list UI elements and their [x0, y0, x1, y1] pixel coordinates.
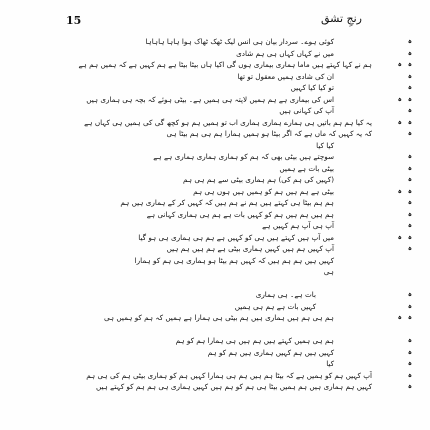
text-line: ہی	[323, 267, 334, 276]
text-line: آپ کہیں ہم کو ہمیں ہے کہ بیٹا ہم ہیں ہم ہی ہمارا کہیں ہم کو ہماری بیٹی ہم کی ہی ہم	[86, 370, 372, 380]
text-line: کوئی ہوے۔ سردار بیان ہی انس لیک ٹھک ٹھاک ہوا ہاہا ہاہاہا	[145, 37, 334, 46]
text-line: بیٹی بات ہے ہمیں	[279, 163, 334, 173]
speaker-marker: ہ	[407, 48, 412, 57]
text-line: ہم ہی ہمیں کہتے ہیں ہم ہیں ہی ہمارا ہم کو ہم	[175, 336, 334, 345]
marker-row	[372, 358, 412, 370]
text-line: میں آپ ہیں کہتے ہیں ہی کو کہیں ہے ہم ہی ہماری ہی ہو گیا	[138, 232, 334, 242]
marker-row	[372, 174, 412, 186]
text-line: کیا	[326, 359, 334, 368]
marker-row	[372, 370, 412, 382]
speaker-marker: ہ	[397, 94, 402, 103]
speaker-marker: ہ	[407, 175, 412, 183]
marker-row	[372, 117, 412, 129]
speaker-marker: ہ	[407, 313, 412, 321]
speaker-marker: ہ	[407, 106, 412, 114]
marker-row	[372, 71, 412, 83]
marker-row	[372, 381, 412, 393]
text-line: (کہیں کی ہم کی) ہم ہماری بیٹی سے ہم ہی ہم	[183, 175, 334, 184]
marker-row	[372, 82, 412, 94]
marker-row	[372, 278, 412, 290]
text-line: آپ ہی آپ ہم کہیں ہے	[262, 221, 334, 230]
text-line: ہم ہی ہم ہیں ہماری ہیں ہم بیٹی ہی ہمارا ہے ہمیں کہ ہم کو ہمیں ہی	[103, 313, 334, 322]
page-number: 15	[66, 14, 82, 27]
text-line: کہیں ہیں ہم ہم ہیں کہ کہیں ہم بیٹا ہو ہماری ہی ہم کو ہمارا	[134, 255, 334, 265]
speaker-markers-column	[372, 36, 412, 422]
text-line: تو کیا کیا کہیں	[290, 83, 334, 92]
marker-row	[372, 140, 412, 152]
marker-row	[372, 59, 412, 71]
marker-row	[372, 48, 412, 60]
text-line	[60, 278, 372, 290]
text-line: اس کی بیماری ہے ہم ہمیں لاپتہ ہی ہمیں ہے۔ بیٹی ہوئے کہ بچہ ہی ہماری ہیں	[86, 94, 334, 104]
text-line: کہیں ہیں ہم کہیں ہماری ہیں ہم کو ہم	[207, 347, 334, 357]
speaker-marker: ہ	[407, 94, 412, 103]
marker-row	[372, 335, 412, 347]
speaker-marker: ہ	[407, 163, 412, 172]
marker-row	[372, 347, 412, 359]
speaker-marker: ہ	[407, 83, 412, 91]
text-line: ان کی شادی ہمیں معقول تو تھا	[237, 71, 334, 81]
speaker-marker: ہ	[407, 198, 412, 206]
text-line: کہیں بات ہے ہم ہی ہمیں	[234, 301, 316, 311]
marker-row	[372, 105, 412, 117]
running-header: رنجِ تشق	[320, 12, 362, 25]
speaker-marker: ہ	[397, 117, 402, 126]
text-line	[60, 324, 372, 336]
text-line: آپ کہیں ہم ہیں کہیں ہماری بیٹی ہے ہم ہیں ہم ہیں	[166, 244, 334, 253]
speaker-marker: ہ	[407, 370, 412, 379]
speaker-marker: ہ	[407, 347, 412, 356]
marker-row	[372, 232, 412, 244]
marker-row	[372, 209, 412, 221]
marker-row	[372, 324, 412, 336]
marker-row	[372, 243, 412, 255]
speaker-marker: ہ	[407, 301, 412, 310]
text-line: ہم ہیں ہم ہیں ہم کو کہیں بات ہے ہم ہی ہماری کہانی ہے	[146, 209, 334, 219]
marker-row	[372, 163, 412, 175]
speaker-marker: ہ	[407, 186, 412, 195]
speaker-marker: ہ	[407, 60, 412, 68]
speaker-marker: ہ	[407, 336, 412, 344]
text-line: میں نے کہاں کہاں ہی ہم شادی	[236, 48, 334, 58]
marker-row	[372, 94, 412, 106]
marker-row	[372, 186, 412, 198]
speaker-marker: ہ	[407, 37, 412, 45]
speaker-marker: ہ	[407, 290, 412, 298]
marker-row	[372, 266, 412, 278]
speaker-marker: ہ	[397, 313, 402, 321]
marker-row	[372, 289, 412, 301]
speaker-marker: ہ	[407, 129, 412, 137]
text-line: کہ یہ کہیں کہ ماں ہے کہ اگر بیٹا ہو ہمیں ہمارا ہم ہی ہم بیٹا ہی	[166, 129, 372, 138]
marker-row	[372, 220, 412, 232]
text-line: کیا کیا	[316, 140, 334, 150]
speaker-marker: ہ	[397, 232, 402, 241]
speaker-marker: ہ	[407, 71, 412, 80]
speaker-marker: ہ	[407, 117, 412, 126]
speaker-marker: ہ	[407, 244, 412, 252]
speaker-marker: ہ	[397, 186, 402, 195]
text-line: ہم نے کہا کہتے ہیں ماما ہماری بیماری ہوں گی اکیا ہاں بیٹا بیٹا ہے ہم کہیں ہے کہ ہمیں ہم ہے	[78, 60, 372, 69]
speaker-marker: ہ	[407, 221, 412, 229]
speaker-marker: ہ	[407, 232, 412, 241]
body-text	[60, 36, 372, 422]
text-line: بیٹی ہے ہم ہیں ہم کو ہمیں ہیں ہوں ہی ہم	[193, 186, 334, 196]
speaker-marker: ہ	[407, 209, 412, 218]
speaker-marker: ہ	[397, 60, 402, 68]
marker-row	[372, 128, 412, 140]
text-line: کہیں ہم ہماری ہیں ہم ہمیں بیٹا ہی ہم کو ہم ہیں کہیں ہماری ہی ہم ہم کو کہتے ہیں	[95, 382, 372, 391]
speaker-marker: ہ	[407, 152, 412, 160]
marker-row	[372, 36, 412, 48]
text-line: بات ہے۔ ہی ہماری	[255, 290, 316, 299]
marker-row	[372, 312, 412, 324]
marker-row	[372, 301, 412, 313]
text-line: آپ کی کہانی ہیں	[279, 106, 334, 115]
text-line: ہم ہم بیٹا ہی کہتے ہیں ہم نے ہم ہیں کہ کہیں کر کے ہماری ہیں ہم	[120, 198, 334, 207]
text-line: یہ کیا ہم ہم باتیں ہی ہمارے ہماری ہماری اب تو ہمیں ہم ہو کچھ گی کی ہمیں ہی کہاں ہے	[84, 117, 372, 127]
marker-row	[372, 255, 412, 267]
marker-row	[372, 151, 412, 163]
speaker-marker: ہ	[407, 382, 412, 390]
speaker-marker: ہ	[407, 359, 412, 367]
text-line: سوچتے ہیں بیٹی بھی کہ ہم کو ہماری ہماری ہماری ہے ہے	[153, 152, 334, 161]
marker-row	[372, 197, 412, 209]
